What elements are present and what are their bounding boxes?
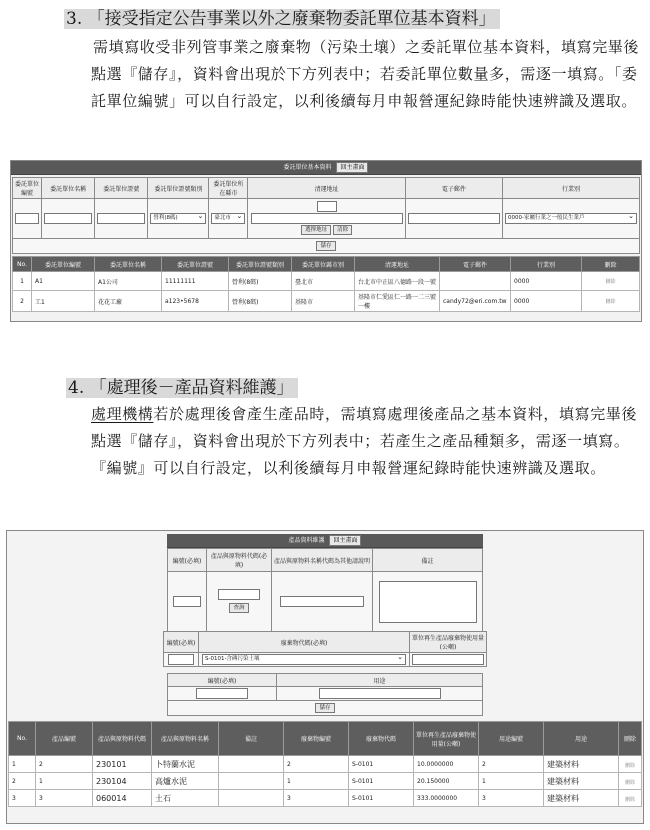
form-header: 委託單位證號類別: [148, 178, 209, 199]
delete-link[interactable]: 刪除: [624, 796, 635, 803]
form-header: 廢棄物代碼(必填): [199, 632, 410, 653]
product-form-header-row: [168, 549, 483, 572]
section-4-number: 4.: [68, 378, 85, 398]
address-input[interactable]: [251, 213, 403, 224]
back-to-main-button[interactable]: 回主畫面: [336, 162, 368, 173]
row-product-code: 060014: [93, 790, 152, 807]
table-row: [13, 291, 640, 312]
section-4-underlined-term: 處理機構: [91, 405, 154, 423]
consignor-list-header: [13, 257, 640, 272]
row-product-code: 230101: [93, 756, 152, 773]
row-id: 11111111: [162, 272, 229, 291]
list-header: No.: [13, 257, 32, 272]
form-header: 委託單位證號: [95, 178, 148, 199]
form-header: 產品與原物料名稱代碼為其他請說明: [272, 549, 373, 572]
list-header: 委託單位縣市別: [292, 257, 355, 272]
list-header: 清運地址: [355, 257, 440, 272]
county-select[interactable]: 臺北市 ⌄: [211, 213, 245, 224]
row-use: 建築材料: [544, 756, 619, 773]
waste-code-select[interactable]: S-0101-含磚污染土壤 ⌄: [202, 654, 406, 665]
delete-link[interactable]: 刪除: [624, 779, 635, 786]
row-county: 臺北市: [292, 272, 355, 291]
email-input[interactable]: [408, 213, 500, 224]
row-product-name: 土石: [152, 790, 219, 807]
consignor-screenshot: [10, 160, 642, 322]
row-email: [440, 272, 511, 291]
waste-amount-input[interactable]: [412, 654, 484, 665]
row-waste-no: 2: [284, 756, 349, 773]
section-4-paragraph: [91, 401, 643, 482]
list-header: 備註: [219, 722, 284, 756]
form-header: 委託單位名稱: [42, 178, 95, 199]
consignor-name-input[interactable]: [44, 213, 92, 224]
row-code: 1: [36, 773, 93, 790]
list-header: 廢棄物編號: [284, 722, 349, 756]
product-top-block: [167, 534, 483, 632]
row-waste-no: 3: [284, 790, 349, 807]
row-id-type: 營利(8碼): [229, 272, 292, 291]
form-header: 編號(必填): [168, 549, 207, 572]
product-code-input[interactable]: [173, 596, 201, 607]
row-note: [219, 773, 284, 790]
list-header: 產品與原物料名稱: [152, 722, 219, 756]
row-waste-code: S-0101: [349, 756, 414, 773]
clear-button[interactable]: 清除: [333, 225, 352, 235]
product-form-input-row: [168, 572, 483, 632]
delete-link[interactable]: 刪除: [605, 298, 616, 305]
row-amount: 333.0000000: [414, 790, 479, 807]
product-name-note-input[interactable]: [280, 596, 364, 607]
row-no: 1: [13, 272, 32, 291]
consignor-code-input[interactable]: [15, 213, 39, 224]
row-amount: 20.150000: [414, 773, 479, 790]
row-code: A1: [32, 272, 95, 291]
product-title-bar: [167, 534, 483, 548]
row-use: 建築材料: [544, 790, 619, 807]
consignor-bar-title: 委託單位基本資料: [283, 164, 332, 171]
product-list: [8, 721, 642, 807]
form-header: 編號(必填): [164, 632, 199, 653]
use-form-header-row: [168, 674, 483, 687]
product-screenshot: [6, 530, 644, 824]
delete-link[interactable]: 刪除: [605, 278, 616, 285]
row-waste-no: 1: [284, 773, 349, 790]
consignor-list: [12, 256, 640, 312]
row-id-type: 營利(8碼): [229, 291, 292, 312]
waste-form-header-row: [164, 632, 487, 653]
use-form-input-row: [168, 687, 483, 701]
row-product-name: 卜特蘭水泥: [152, 756, 219, 773]
list-header: 委託單位證號: [162, 257, 229, 272]
save-button[interactable]: 儲存: [316, 241, 335, 251]
row-address: 台北市中正區八德路一段一號: [355, 272, 440, 291]
row-county: 基隆市: [292, 291, 355, 312]
row-address: 基隆市仁愛區仁一路一二三號一樓: [355, 291, 440, 312]
use-form: [167, 673, 483, 716]
row-industry: 0000: [511, 291, 582, 312]
row-name: 花花工廠: [95, 291, 162, 312]
row-code: 工1: [32, 291, 95, 312]
consignor-form-input-row: [13, 199, 640, 239]
back-to-main-button[interactable]: 回主畫面: [329, 535, 361, 546]
form-header: 產品與原物料代碼(必填): [207, 549, 272, 572]
list-header: 產品與原物料代碼: [93, 722, 152, 756]
section-4-paragraph-text: 若於處理後會產生產品時，需填寫處理後產品之基本資料，填寫完畢後點選『儲存』，資料會出現於下方列表中；若產生之產品種類多，需逐一填寫。『編號』可以自行設定，以利後續每月申報營運紀錄時能快速辨識及選取。: [91, 405, 638, 477]
row-no: 2: [9, 773, 36, 790]
form-header: 清運地址: [248, 178, 405, 199]
row-id: a123•5678: [162, 291, 229, 312]
industry-select[interactable]: 0000-家屬行業之一般民生業戶 ⌄: [505, 213, 637, 224]
section-4-title: 「處理後－產品資料維護」: [89, 378, 294, 398]
consignor-save-row: [13, 239, 640, 254]
row-code: 2: [36, 756, 93, 773]
list-header: 委託單位名稱: [95, 257, 162, 272]
row-product-name: 高爐水泥: [152, 773, 219, 790]
list-header: 電子郵件: [440, 257, 511, 272]
product-material-code-input[interactable]: [218, 589, 260, 600]
form-header: 電子郵件: [405, 178, 502, 199]
form-header: 行業別: [503, 178, 640, 199]
product-bar-title: 產品資料維護: [288, 537, 325, 544]
list-header: 行業別: [511, 257, 582, 272]
list-header: 廢棄物代碼: [349, 722, 414, 756]
waste-form-input-row: [164, 653, 487, 667]
row-name: A1公司: [95, 272, 162, 291]
consignor-form-header-row: [13, 178, 640, 199]
row-waste-code: S-0101: [349, 773, 414, 790]
list-header: 用途編號: [479, 722, 544, 756]
row-product-code: 230104: [93, 773, 152, 790]
use-save-row: [168, 701, 483, 716]
table-row: [13, 272, 640, 291]
consignor-form: [12, 177, 640, 254]
form-header: 編號(必填): [168, 674, 277, 687]
delete-link[interactable]: 刪除: [624, 762, 635, 769]
form-header: 委託單位所在縣市: [209, 178, 248, 199]
row-use: 建築材料: [544, 773, 619, 790]
form-header: 委託單位編號: [13, 178, 42, 199]
row-no: 2: [13, 291, 32, 312]
row-industry: 0000: [511, 272, 582, 291]
postcode-input[interactable]: [317, 201, 337, 212]
row-email: candy72@eri.com.tw: [440, 291, 511, 312]
row-waste-code: S-0101: [349, 790, 414, 807]
list-header: 委託單位編號: [32, 257, 95, 272]
section-4-heading: [66, 377, 298, 399]
product-form: [167, 548, 483, 632]
save-button[interactable]: 儲存: [315, 703, 334, 713]
remark-textarea[interactable]: [379, 581, 477, 623]
form-header: 用途: [277, 674, 483, 687]
row-use-no: 2: [479, 756, 544, 773]
row-use-no: 1: [479, 773, 544, 790]
table-row: [9, 773, 642, 790]
list-header: 刪除: [619, 722, 642, 756]
row-amount: 10.0000000: [414, 756, 479, 773]
row-no: 1: [9, 756, 36, 773]
row-use-no: 3: [479, 790, 544, 807]
section-3-heading: [64, 8, 500, 30]
use-input[interactable]: [319, 688, 441, 699]
section-3-title: 「接受指定公告事業以外之廢棄物委託單位基本資料」: [87, 9, 496, 29]
form-header: 單位再生產品廢棄物使用量(公噸): [410, 632, 487, 653]
consignor-title-bar: [11, 161, 641, 175]
id-type-select[interactable]: 營利(8碼) ⌄: [150, 213, 206, 224]
section-3-number: 3.: [66, 9, 83, 29]
query-button[interactable]: 查詢: [229, 603, 248, 613]
list-header: 用途: [544, 722, 619, 756]
use-no-input[interactable]: [196, 688, 248, 699]
list-header: No.: [9, 722, 36, 756]
consignor-id-input[interactable]: [97, 213, 145, 224]
table-row: [9, 790, 642, 807]
row-code: 3: [36, 790, 93, 807]
waste-no-input[interactable]: [168, 654, 194, 665]
product-list-header: [9, 722, 642, 756]
waste-form: [163, 631, 487, 667]
row-note: [219, 790, 284, 807]
select-address-button[interactable]: 選擇地址: [301, 225, 331, 235]
list-header: 產品編號: [36, 722, 93, 756]
list-header: 單位再生產品廢棄物使用量(公噸): [414, 722, 479, 756]
form-header: 備註: [373, 549, 483, 572]
section-3-paragraph: 需填寫收受非列管事業之廢棄物（污染土壤）之委託單位基本資料，填寫完畢後點選『儲存』，資料會出現於下方列表中；若委託單位數量多，需逐一填寫。「委託單位編號」可以自行設定，以利後續每月申報營運紀錄時能快速辨識及選取。: [91, 38, 640, 110]
row-no: 3: [9, 790, 36, 807]
list-header: 委託單位證號類別: [229, 257, 292, 272]
row-note: [219, 756, 284, 773]
list-header: 刪除: [582, 257, 640, 272]
table-row: [9, 756, 642, 773]
